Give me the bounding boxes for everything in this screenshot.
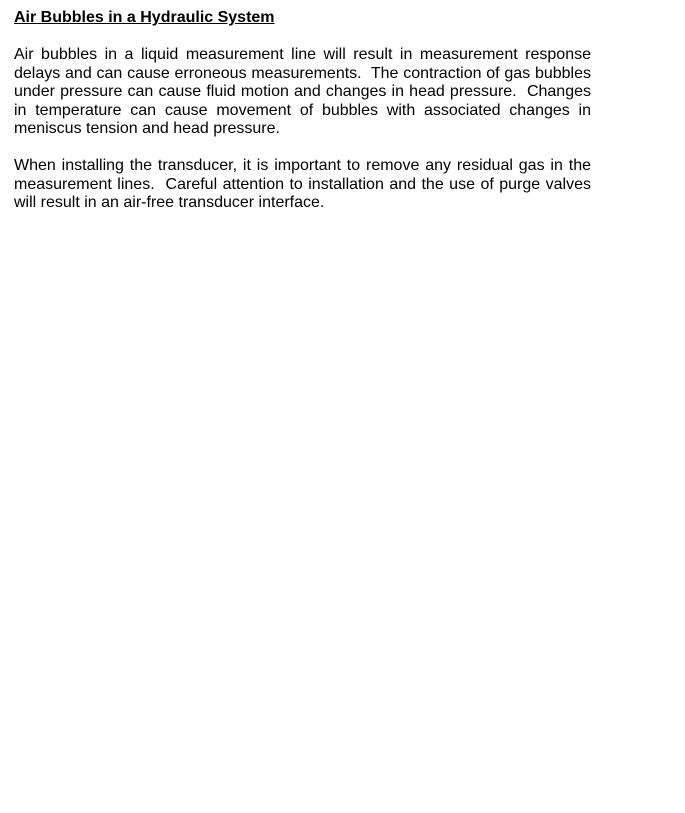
- paragraph-transducer-installation: When installing the transducer, it is important to remove any residual gas in the measurement lines. Careful attention to installation and the use of purge valves will result in an air-free transducer interface.: [14, 157, 596, 211]
- paragraph-air-bubbles: Air bubbles in a liquid measurement line will result in measurement response delays and can cause erroneous measurements. The contraction of gas bubbles under pressure can cause fluid motion and changes in head pressure. Changes in temperature can cause movement of bubbles with associated changes in meniscus tension and head pressure.: [14, 46, 596, 137]
- document-heading: Air Bubbles in a Hydraulic System: [14, 9, 275, 26]
- document-text-block: [14, 9, 596, 213]
